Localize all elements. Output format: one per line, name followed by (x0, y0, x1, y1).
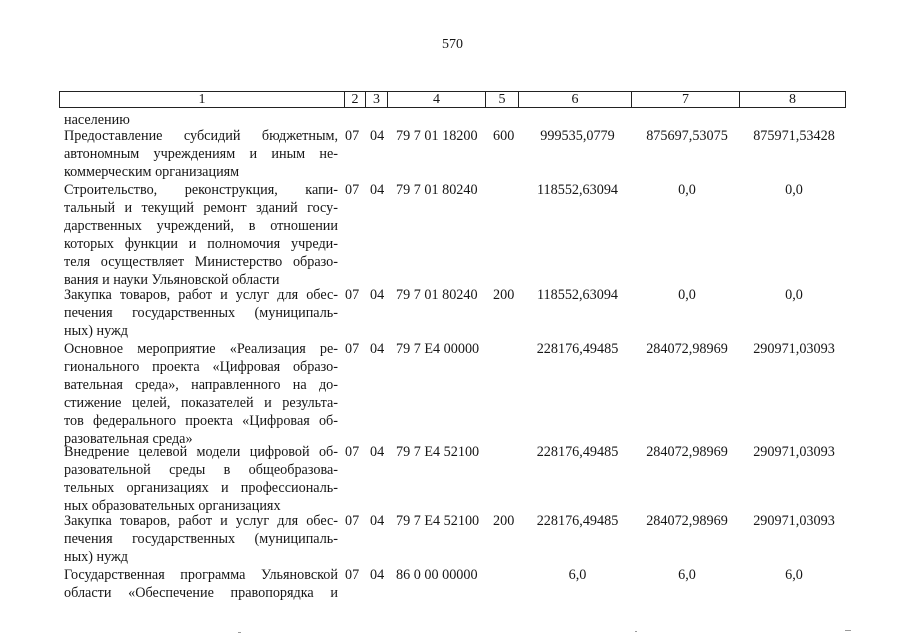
amount-col-6: 228176,49485 (536, 444, 619, 460)
description-line: вания и науки Ульяновской области (64, 272, 280, 288)
description-line: Внедрение целевой модели цифровой об- (64, 444, 338, 460)
budget-section-code: 07 (345, 128, 360, 144)
amount-col-8: 290971,03093 (753, 513, 835, 529)
description-line: вательная среда», направленного на до- (64, 377, 338, 393)
budget-subsection-code: 04 (370, 567, 385, 583)
description-line: теля осуществляет Министерство образо- (64, 254, 338, 270)
scan-speck (635, 631, 637, 632)
scan-speck (238, 632, 241, 633)
expense-type-code: 200 (493, 513, 515, 529)
header-col-8: 8 (739, 92, 845, 107)
budget-section-code: 07 (345, 182, 360, 198)
amount-col-8: 0,0 (785, 182, 803, 198)
description-line: разовательная среда» (64, 431, 193, 447)
header-col-2: 2 (344, 92, 365, 107)
amount-col-7: 284072,98969 (646, 444, 728, 460)
amount-col-7: 6,0 (678, 567, 696, 583)
row-description (64, 443, 338, 515)
expense-type-code: 600 (493, 128, 515, 144)
description-line: Строительство, реконструкция, капи- (64, 182, 338, 198)
description-line: ных образовательных организациях (64, 498, 281, 514)
budget-section-code: 07 (345, 341, 360, 357)
budget-subsection-code: 04 (370, 287, 385, 303)
description-line: Закупка товаров, работ и услуг для обес- (64, 513, 338, 529)
amount-col-6: 118552,63094 (536, 182, 619, 198)
description-line: ных) нужд (64, 549, 129, 565)
budget-subsection-code: 04 (370, 444, 385, 460)
amount-col-8: 0,0 (785, 287, 803, 303)
description-line: коммерческим организациям (64, 164, 240, 180)
header-col-1: 1 (198, 92, 206, 107)
scan-speck (845, 630, 851, 631)
amount-col-7: 0,0 (678, 182, 696, 198)
row-description (64, 286, 338, 340)
row-description (64, 181, 338, 289)
amount-col-7: 284072,98969 (646, 341, 728, 357)
amount-col-8: 290971,03093 (753, 444, 835, 460)
amount-col-6: 118552,63094 (536, 287, 619, 303)
budget-section-code: 07 (345, 567, 360, 583)
row-description (64, 127, 338, 181)
header-col-4: 4 (387, 92, 485, 107)
description-line: автономным учреждениям и иным не- (64, 146, 338, 162)
target-article-code: 79 7 E4 52100 (396, 513, 480, 529)
amount-col-7: 875697,53075 (646, 128, 728, 144)
description-line: дарственных учреждений, в отношении (64, 218, 338, 234)
page-number: 570 (442, 37, 463, 52)
budget-subsection-code: 04 (370, 182, 385, 198)
budget-subsection-code: 04 (370, 513, 385, 529)
target-article-code: 86 0 00 00000 (396, 567, 478, 583)
amount-col-6: 999535,0779 (540, 128, 615, 144)
amount-col-7: 284072,98969 (646, 513, 728, 529)
description-line: стижение целей, показателей и результа- (64, 395, 338, 411)
description-line: печения государственных (муниципаль- (64, 531, 338, 547)
row-description (64, 566, 338, 602)
description-line: разовательной среды в общеобразова- (64, 462, 338, 478)
header-col-3: 3 (365, 92, 387, 107)
budget-subsection-code: 04 (370, 341, 385, 357)
target-article-code: 79 7 E4 52100 (396, 444, 480, 460)
amount-col-6: 228176,49485 (536, 341, 619, 357)
description-line: Основное мероприятие «Реализация ре- (64, 341, 338, 357)
header-col-6: 6 (518, 92, 631, 107)
description-line: которых функции и полномочия учреди- (64, 236, 338, 252)
table-header (59, 91, 846, 108)
amount-col-6: 228176,49485 (536, 513, 619, 529)
description-line: тельных организациях и профессиональ- (64, 480, 338, 496)
row-description (64, 340, 338, 448)
description-line: гионального проекта «Цифровая образо- (64, 359, 338, 375)
description-line: Государственная программа Ульяновской (64, 567, 338, 583)
amount-col-8: 875971,53428 (753, 128, 835, 144)
description-line: ных) нужд (64, 323, 129, 339)
budget-section-code: 07 (345, 444, 360, 460)
target-article-code: 79 7 01 18200 (396, 128, 478, 144)
amount-col-6: 6,0 (568, 567, 587, 583)
header-col-7: 7 (631, 92, 739, 107)
budget-section-code: 07 (345, 513, 360, 529)
target-article-code: 79 7 01 80240 (396, 182, 478, 198)
budget-subsection-code: 04 (370, 128, 385, 144)
description-line: печения государственных (муниципаль- (64, 305, 338, 321)
budget-section-code: 07 (345, 287, 360, 303)
amount-col-7: 0,0 (678, 287, 696, 303)
expense-type-code: 200 (493, 287, 515, 303)
target-article-code: 79 7 E4 00000 (396, 341, 480, 357)
header-col-5: 5 (485, 92, 518, 107)
amount-col-8: 6,0 (785, 567, 803, 583)
description-line: тов федерального проекта «Цифровая об- (64, 413, 338, 429)
description-line: области «Обеспечение правопорядка и (64, 585, 338, 601)
description-line: Закупка товаров, работ и услуг для обес- (64, 287, 338, 303)
description-line: населению (64, 112, 130, 128)
description-line: тальный и текущий ремонт зданий госу- (64, 200, 338, 216)
target-article-code: 79 7 01 80240 (396, 287, 478, 303)
description-line: Предоставление субсидий бюджетным, (64, 128, 338, 144)
amount-col-8: 290971,03093 (753, 341, 835, 357)
row-description (64, 512, 338, 566)
